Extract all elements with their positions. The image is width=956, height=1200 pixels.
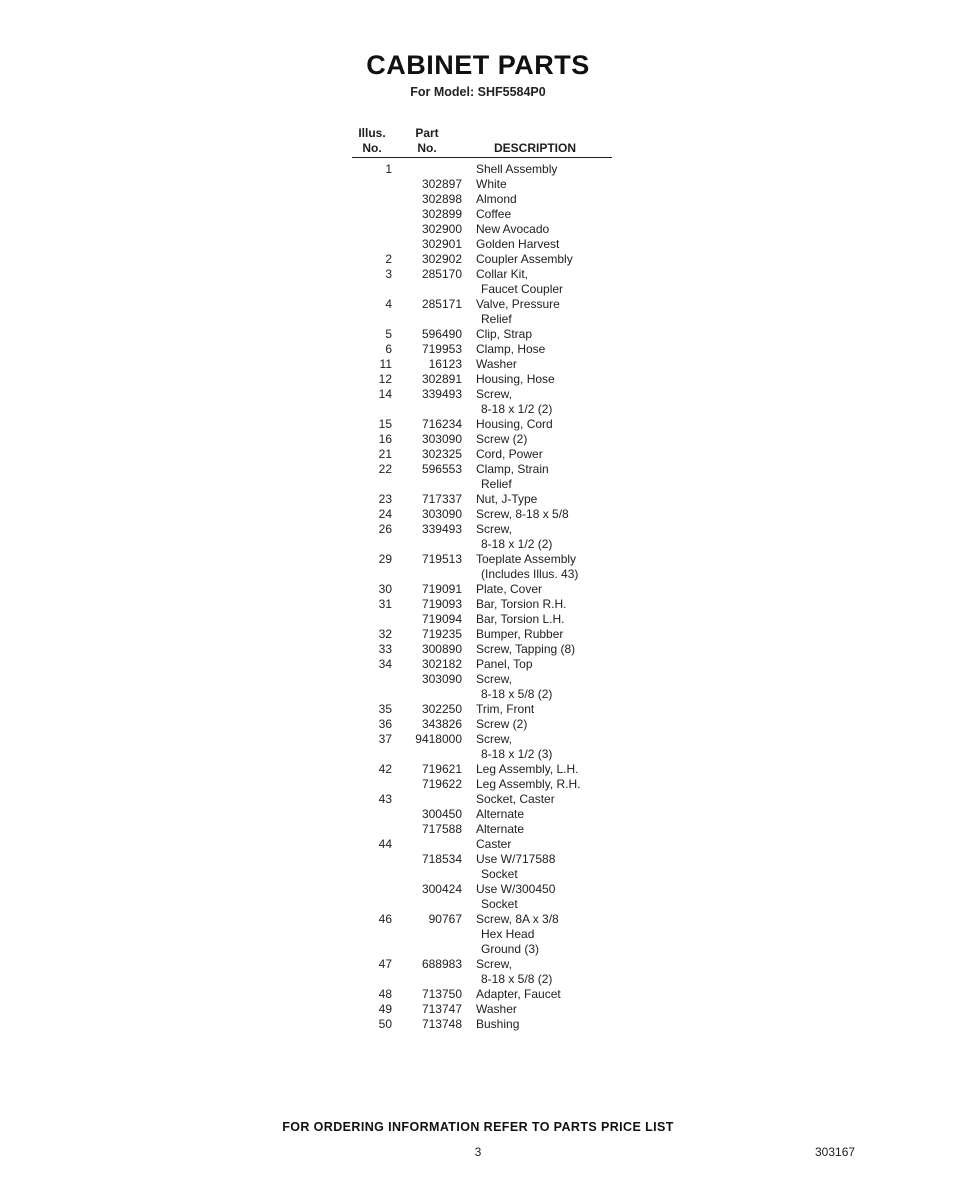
illus-no-cell: 32	[378, 627, 392, 641]
part-no-cell: 303090	[421, 432, 462, 446]
description-line: Panel, Top	[476, 657, 533, 671]
description-cell	[476, 702, 612, 717]
part-no-cell: 719093	[421, 597, 462, 611]
description-line: Screw,	[476, 387, 513, 401]
description-cell	[476, 597, 612, 612]
table-row	[352, 987, 612, 1002]
description-cell	[476, 717, 612, 732]
description-line: Relief	[481, 312, 512, 326]
description-line: 8-18 x 1/2 (3)	[481, 747, 553, 761]
description-line: White	[476, 177, 507, 191]
table-row	[352, 207, 612, 222]
illus-no-cell: 23	[378, 492, 392, 506]
header-row-2	[352, 141, 612, 158]
illus-no-cell: 31	[378, 597, 392, 611]
description-cell	[476, 762, 612, 777]
description-cell	[476, 507, 612, 522]
description-line: 8-18 x 5/8 (2)	[481, 972, 553, 986]
description-line: Use W/300450	[476, 882, 556, 896]
description-line: 8-18 x 5/8 (2)	[481, 687, 553, 701]
description-line: Leg Assembly, L.H.	[476, 762, 579, 776]
part-no-cell: 302901	[421, 237, 462, 251]
part-no-cell: 16123	[428, 357, 462, 371]
description-line: 8-18 x 1/2 (2)	[481, 402, 553, 416]
illus-no-cell: 26	[378, 522, 392, 536]
table-row	[352, 597, 612, 612]
illus-no-cell: 2	[385, 252, 392, 266]
part-no-cell: 302250	[421, 702, 462, 716]
table-row	[352, 372, 612, 387]
illus-no-cell: 1	[385, 162, 392, 176]
description-cell	[476, 372, 612, 387]
description-line: Almond	[476, 192, 517, 206]
table-body	[352, 162, 612, 1032]
description-cell	[476, 492, 612, 507]
description-cell	[476, 162, 612, 177]
part-no-cell: 303090	[421, 507, 462, 521]
illus-no-cell: 34	[378, 657, 392, 671]
description-cell	[476, 1002, 612, 1017]
part-no-cell: 300450	[421, 807, 462, 821]
table-row	[352, 357, 612, 372]
parts-table	[352, 126, 612, 1032]
part-no-cell: 688983	[421, 957, 462, 971]
description-line: Screw, Tapping (8)	[476, 642, 576, 656]
table-row	[352, 732, 612, 762]
illus-header-line2: No.	[362, 141, 382, 155]
table-row	[352, 627, 612, 642]
table-row	[352, 717, 612, 732]
table-row	[352, 777, 612, 792]
description-cell	[476, 267, 612, 297]
illus-no-cell: 24	[378, 507, 392, 521]
illus-no-cell: 3	[385, 267, 392, 281]
illus-no-cell: 43	[378, 792, 392, 806]
description-line: Washer	[476, 1002, 517, 1016]
table-row	[352, 852, 612, 882]
description-line: Screw,	[476, 732, 513, 746]
description-line: Valve, Pressure	[476, 297, 560, 311]
description-header: DESCRIPTION	[494, 141, 577, 155]
description-line: Cord, Power	[476, 447, 543, 461]
description-line: New Avocado	[476, 222, 550, 236]
part-no-cell: 713748	[421, 1017, 462, 1031]
description-line: Faucet Coupler	[481, 282, 564, 296]
part-no-cell: 343826	[421, 717, 462, 731]
part-no-cell: 9418000	[415, 732, 462, 746]
part-header-line2: No.	[417, 141, 437, 155]
table-row	[352, 432, 612, 447]
description-cell	[476, 852, 612, 882]
table-row	[352, 297, 612, 327]
description-line: Screw, 8A x 3/8	[476, 912, 559, 926]
part-no-cell: 302891	[421, 372, 462, 386]
description-cell	[476, 882, 612, 912]
description-cell	[476, 237, 612, 252]
description-cell	[476, 417, 612, 432]
table-row	[352, 657, 612, 672]
table-row	[352, 642, 612, 657]
description-cell	[476, 192, 612, 207]
table-row	[352, 837, 612, 852]
description-line: Screw,	[476, 522, 513, 536]
description-cell	[476, 432, 612, 447]
part-no-cell: 339493	[421, 522, 462, 536]
description-line: Screw,	[476, 957, 513, 971]
description-cell	[476, 732, 612, 762]
description-line: Caster	[476, 837, 512, 851]
description-cell	[476, 297, 612, 327]
part-no-cell: 717588	[421, 822, 462, 836]
part-no-cell: 719621	[421, 762, 462, 776]
illus-no-cell: 30	[378, 582, 392, 596]
header-row-1	[352, 126, 612, 141]
description-line: Alternate	[476, 807, 525, 821]
description-cell	[476, 462, 612, 492]
part-header-line1: Part	[415, 126, 439, 140]
table-row	[352, 492, 612, 507]
table-row	[352, 912, 612, 957]
description-cell	[476, 582, 612, 597]
illus-no-cell: 47	[378, 957, 392, 971]
description-line: Coupler Assembly	[476, 252, 573, 266]
table-row	[352, 327, 612, 342]
description-line: Nut, J-Type	[476, 492, 538, 506]
description-cell	[476, 657, 612, 672]
table-row	[352, 552, 612, 582]
description-line: Washer	[476, 357, 517, 371]
table-row	[352, 342, 612, 357]
table-row	[352, 1002, 612, 1017]
description-cell	[476, 672, 612, 702]
illus-no-cell: 37	[378, 732, 392, 746]
part-no-cell: 713750	[421, 987, 462, 1001]
illus-no-cell: 33	[378, 642, 392, 656]
table-row	[352, 957, 612, 987]
doc-number: 303167	[815, 1145, 856, 1159]
description-line: Coffee	[476, 207, 512, 221]
table-row	[352, 252, 612, 267]
description-line: Screw, 8-18 x 5/8	[476, 507, 569, 521]
part-no-cell: 302898	[421, 192, 462, 206]
illus-no-cell: 29	[378, 552, 392, 566]
description-cell	[476, 252, 612, 267]
table-row	[352, 612, 612, 627]
description-cell	[476, 627, 612, 642]
part-no-cell: 302899	[421, 207, 462, 221]
part-no-cell: 719235	[421, 627, 462, 641]
illus-no-cell: 6	[385, 342, 392, 356]
part-no-cell: 719513	[421, 552, 462, 566]
part-no-cell: 596553	[421, 462, 462, 476]
description-line: Bushing	[476, 1017, 520, 1031]
description-line: Collar Kit,	[476, 267, 529, 281]
part-no-cell: 300424	[421, 882, 462, 896]
description-line: Housing, Cord	[476, 417, 553, 431]
part-no-cell: 719953	[421, 342, 462, 356]
description-line: Socket	[481, 897, 518, 911]
description-line: Golden Harvest	[476, 237, 560, 251]
description-line: (Includes Illus. 43)	[481, 567, 579, 581]
description-cell	[476, 552, 612, 582]
description-cell	[476, 447, 612, 462]
description-cell	[476, 522, 612, 552]
part-no-cell: 596490	[421, 327, 462, 341]
illus-no-cell: 21	[378, 447, 392, 461]
description-line: Relief	[481, 477, 512, 491]
description-line: 8-18 x 1/2 (2)	[481, 537, 553, 551]
part-no-cell: 285171	[421, 297, 462, 311]
illus-no-cell: 22	[378, 462, 392, 476]
description-line: Leg Assembly, R.H.	[476, 777, 581, 791]
description-line: Bar, Torsion R.H.	[476, 597, 567, 611]
part-no-cell: 302902	[421, 252, 462, 266]
table-row	[352, 1017, 612, 1032]
part-no-cell: 718534	[421, 852, 462, 866]
illus-no-cell: 14	[378, 387, 392, 401]
page-title: CABINET PARTS	[366, 50, 590, 80]
part-no-cell: 302897	[421, 177, 462, 191]
description-line: Screw (2)	[476, 432, 528, 446]
description-line: Adapter, Faucet	[476, 987, 561, 1001]
table-row	[352, 507, 612, 522]
description-cell	[476, 342, 612, 357]
description-line: Bar, Torsion L.H.	[476, 612, 565, 626]
illus-header-line1: Illus.	[358, 126, 386, 140]
part-no-cell: 339493	[421, 387, 462, 401]
table-row	[352, 222, 612, 237]
part-no-cell: 719622	[421, 777, 462, 791]
description-line: Housing, Hose	[476, 372, 555, 386]
description-cell	[476, 222, 612, 237]
description-line: Trim, Front	[476, 702, 535, 716]
illus-no-cell: 36	[378, 717, 392, 731]
table-row	[352, 762, 612, 777]
description-cell	[476, 837, 612, 852]
part-no-cell: 719094	[421, 612, 462, 626]
description-line: Alternate	[476, 822, 525, 836]
table-row	[352, 822, 612, 837]
description-line: Ground (3)	[481, 942, 540, 956]
description-cell	[476, 327, 612, 342]
part-no-cell: 716234	[421, 417, 462, 431]
illus-no-cell: 15	[378, 417, 392, 431]
description-line: Shell Assembly	[476, 162, 558, 176]
footer-note: FOR ORDERING INFORMATION REFER TO PARTS PRICE LIST	[282, 1120, 674, 1134]
part-no-cell: 719091	[421, 582, 462, 596]
illus-no-cell: 44	[378, 837, 392, 851]
illus-no-cell: 11	[379, 357, 392, 371]
illus-no-cell: 16	[378, 432, 392, 446]
description-cell	[476, 177, 612, 192]
table-row	[352, 267, 612, 297]
illus-no-cell: 49	[378, 1002, 392, 1016]
description-line: Toeplate Assembly	[476, 552, 577, 566]
part-no-cell: 302900	[421, 222, 462, 236]
table-row	[352, 807, 612, 822]
illus-no-cell: 42	[378, 762, 392, 776]
table-row	[352, 417, 612, 432]
description-cell	[476, 822, 612, 837]
table-row	[352, 792, 612, 807]
description-line: Clamp, Strain	[476, 462, 549, 476]
description-cell	[476, 387, 612, 417]
description-line: Bumper, Rubber	[476, 627, 564, 641]
illus-no-cell: 4	[385, 297, 392, 311]
table-row	[352, 522, 612, 552]
description-line: Clamp, Hose	[476, 342, 546, 356]
description-line: Use W/717588	[476, 852, 556, 866]
illus-no-cell: 50	[378, 1017, 392, 1031]
part-no-cell: 90767	[428, 912, 462, 926]
table-row	[352, 192, 612, 207]
description-line: Screw,	[476, 672, 513, 686]
table-row	[352, 162, 612, 177]
description-cell	[476, 912, 612, 957]
page-number: 3	[474, 1145, 482, 1159]
description-line: Screw (2)	[476, 717, 528, 731]
description-cell	[476, 1017, 612, 1032]
description-line: Hex Head	[481, 927, 535, 941]
description-cell	[476, 357, 612, 372]
table-row	[352, 702, 612, 717]
description-line: Plate, Cover	[476, 582, 543, 596]
table-row	[352, 387, 612, 417]
table-row	[352, 177, 612, 192]
table-row	[352, 582, 612, 597]
part-no-cell: 303090	[421, 672, 462, 686]
table-row	[352, 462, 612, 492]
description-cell	[476, 792, 612, 807]
part-no-cell: 285170	[421, 267, 462, 281]
description-cell	[476, 642, 612, 657]
description-cell	[476, 207, 612, 222]
description-line: Clip, Strap	[476, 327, 533, 341]
illus-no-cell: 48	[378, 987, 392, 1001]
illus-no-cell: 46	[378, 912, 392, 926]
description-cell	[476, 987, 612, 1002]
description-cell	[476, 777, 612, 792]
description-line: Socket	[481, 867, 518, 881]
part-no-cell: 302325	[421, 447, 462, 461]
table-row	[352, 447, 612, 462]
part-no-cell: 300890	[421, 642, 462, 656]
illus-no-cell: 12	[378, 372, 392, 386]
description-cell	[476, 612, 612, 627]
description-line: Socket, Caster	[476, 792, 555, 806]
description-cell	[476, 807, 612, 822]
table-row	[352, 237, 612, 252]
description-cell	[476, 957, 612, 987]
illus-no-cell: 35	[378, 702, 392, 716]
model-subtitle: For Model: SHF5584P0	[410, 85, 546, 99]
table-row	[352, 882, 612, 912]
part-no-cell: 717337	[421, 492, 462, 506]
table-row	[352, 672, 612, 702]
table-header	[352, 126, 612, 158]
part-no-cell: 302182	[421, 657, 462, 671]
part-no-cell: 713747	[421, 1002, 462, 1016]
illus-no-cell: 5	[385, 327, 392, 341]
